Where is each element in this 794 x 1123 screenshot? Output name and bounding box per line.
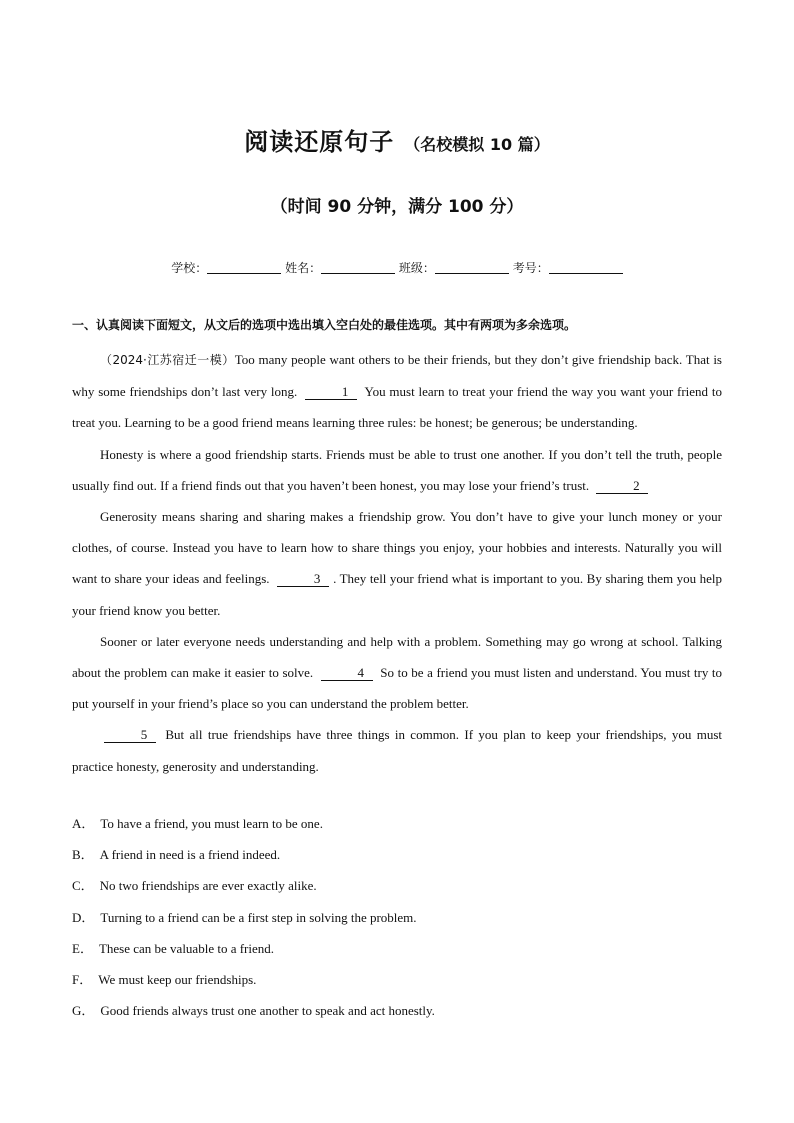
option-text: Turning to a friend can be a first step in solving the problem. (100, 909, 417, 925)
class-blank[interactable] (435, 261, 509, 274)
paragraph-3-text-b: . They tell your friend what is important to you. By sharing them you help your friend know you better. (72, 571, 723, 618)
option-b[interactable] (72, 844, 722, 875)
section-instruction: 一、认真阅读下面短文，从文后的选项中选出填入空白处的最佳选项。其中有两项为多余选项。 (72, 318, 577, 332)
reading-passage (72, 344, 722, 782)
option-text: These can be valuable to a friend. (98, 940, 275, 956)
option-letter: D． (72, 909, 95, 925)
blank-3[interactable]: 3 (277, 572, 329, 587)
option-f[interactable] (72, 969, 722, 1000)
option-e[interactable] (72, 938, 722, 969)
option-text: No two friendships are ever exactly alike. (99, 878, 317, 894)
paragraph-3 (72, 501, 722, 626)
option-letter: E． (72, 940, 93, 956)
option-a[interactable] (72, 813, 722, 844)
option-letter: F． (72, 971, 93, 987)
paragraph-5-text: But all true friendships have three things in common. If you plan to keep your friendships, you must practice honesty, generosity and understanding. (72, 727, 723, 774)
paragraph-1-text-a: Too many people want others to be their friends, but they don’t give friendship back. That is why some friendships don’t last very long. (72, 352, 722, 400)
time-score-note: （时间 90 分钟，满分 100 分） (270, 197, 524, 217)
option-c[interactable] (72, 875, 722, 906)
paragraph-3-text-a: Generosity means sharing and sharing makes a friendship grow. You don’t have to give your lunch money or your clothes, of course. Instead you have to learn how to share things you enjoy, your hobbies and interests. Naturally you will want to share your ideas and feelings. (72, 509, 722, 587)
paragraph-1-text-b: You must learn to treat your friend the way you want your friend to treat you. Learning to be a good friend means learning three rules: be honest; be generous; be understanding. (72, 384, 723, 431)
option-letter: G． (72, 1003, 95, 1019)
paragraph-4 (72, 626, 722, 720)
option-text: Good friends always trust one another to speak and act honestly. (100, 1003, 435, 1019)
blank-4[interactable]: 4 (321, 666, 373, 681)
name-label: 姓名： (285, 261, 322, 275)
option-text: A friend in need is a friend indeed. (99, 847, 281, 863)
number-label: 考号： (512, 261, 549, 275)
option-letter: A． (72, 816, 95, 831)
option-text: We must keep our friendships. (98, 971, 257, 987)
title-subtitle: （名校模拟 10 篇） (404, 135, 550, 154)
school-blank[interactable] (207, 261, 281, 274)
number-blank[interactable] (549, 261, 623, 274)
paragraph-4-text-b: So to be a friend you must listen and understand. You must try to put yourself in your friend’s place so you can understand the problem better. (72, 665, 723, 712)
option-g[interactable] (72, 1000, 722, 1031)
student-info-row (0, 259, 794, 276)
paragraph-2 (72, 439, 722, 501)
option-letter: C． (72, 878, 94, 894)
title-main: 阅读还原句子 (244, 128, 395, 156)
name-blank[interactable] (321, 261, 395, 274)
school-label: 学校： (171, 261, 208, 275)
class-label: 班级： (398, 261, 435, 275)
source-tag: （2024·江苏宿迁一模） (100, 353, 235, 367)
page-title (0, 122, 794, 157)
paragraph-5 (72, 719, 722, 781)
paragraph-2-text: Honesty is where a good friendship starts. Friends must be able to trust one another. If you don’t tell the truth, people usually find out. If a friend finds out that you haven’t been honest, you may lose your friend’s trust. (72, 446, 722, 493)
paragraph-1 (72, 344, 722, 439)
blank-1[interactable]: 1 (305, 385, 357, 400)
blank-5[interactable]: 5 (104, 728, 156, 743)
option-d[interactable] (72, 907, 722, 938)
answer-options (72, 813, 722, 1031)
blank-2[interactable]: 2 (596, 479, 648, 494)
option-letter: B． (72, 847, 94, 863)
paragraph-4-text-a: Sooner or later everyone needs understanding and help with a problem. Something may go wrong at school. Talking about the problem can make it easier to solve. (72, 633, 722, 681)
option-text: To have a friend, you must learn to be one. (100, 816, 323, 831)
